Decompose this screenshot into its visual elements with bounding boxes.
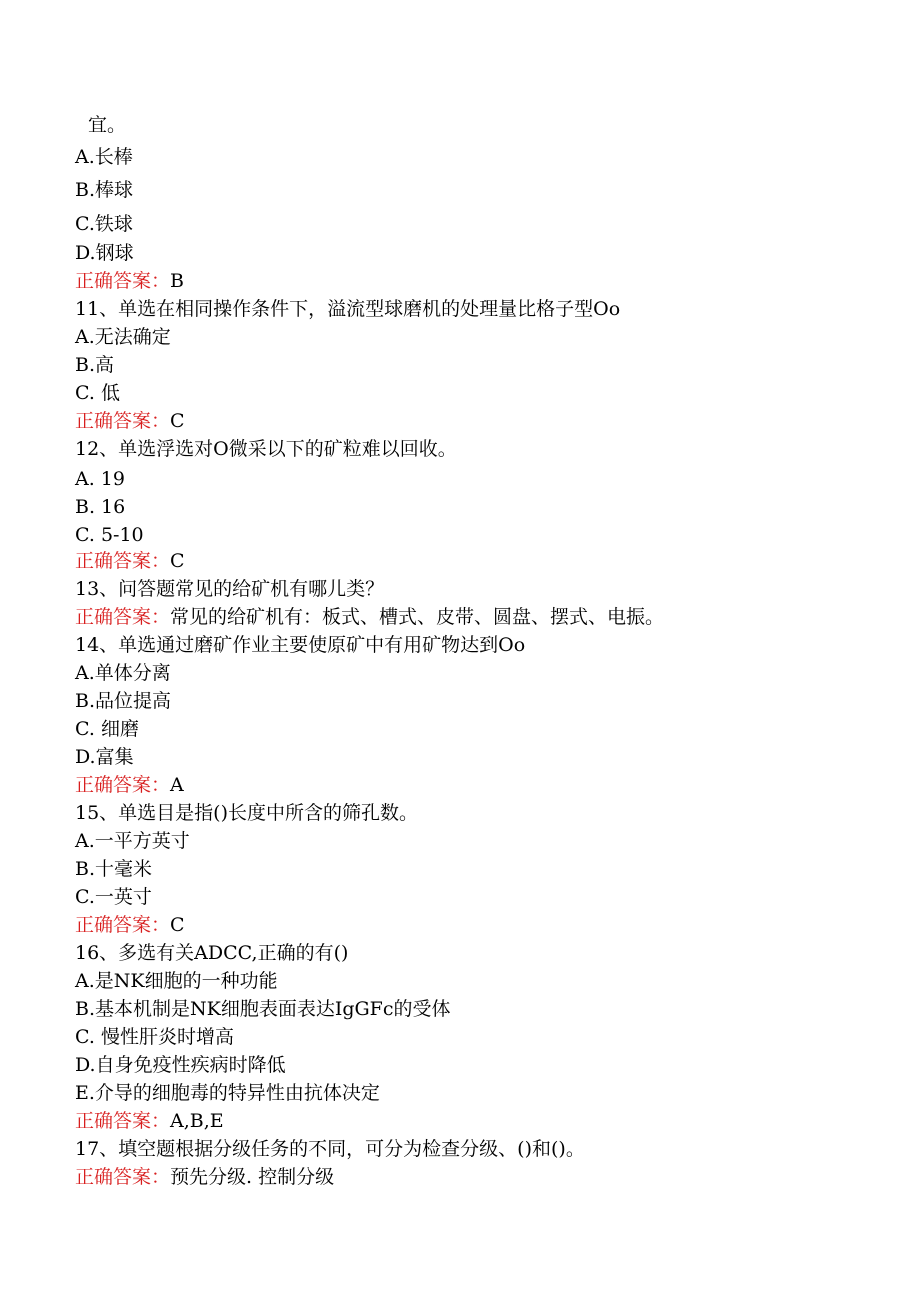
question-text: 13、问答题常见的给矿机有哪儿类？: [75, 578, 385, 600]
option-text: B.高: [75, 354, 115, 376]
question-text: 17、填空题根据分级任务的不同，可分为检查分级、()和()。: [75, 1138, 585, 1160]
option-text: C. 低: [75, 382, 120, 404]
option-text: C. 5-10: [75, 524, 144, 546]
answer-label: 正确答案：: [75, 270, 171, 292]
option-text: C. 慢性肝炎时增高: [75, 1026, 234, 1048]
option-text: C.铁球: [75, 213, 133, 235]
answer-line: [75, 773, 184, 797]
question-text: 15、单选目是指()长度中所含的筛孔数。: [75, 802, 419, 824]
option-text: A.长棒: [75, 146, 133, 168]
answer-label: 正确答案：: [75, 1166, 171, 1188]
answer-value: A,B,E: [170, 1110, 224, 1132]
answer-line: [75, 269, 184, 293]
answer-label: 正确答案：: [75, 914, 171, 936]
answer-label: 正确答案：: [75, 774, 171, 796]
answer-label: 正确答案：: [75, 550, 171, 572]
option-text: D.钢球: [75, 242, 134, 264]
option-text: A. 19: [75, 468, 125, 490]
answer-value: A: [170, 774, 184, 796]
option-text: A.无法确定: [75, 326, 171, 348]
option-text: B.品位提高: [75, 690, 172, 712]
option-text: C. 细磨: [75, 718, 139, 740]
answer-value: C: [170, 410, 185, 432]
option-text: A.是NK细胞的一种功能: [75, 970, 278, 992]
answer-line: [75, 605, 664, 629]
option-text: E.介导的细胞毒的特异性由抗体决定: [75, 1082, 380, 1104]
answer-line: [75, 913, 185, 937]
answer-value: C: [170, 914, 185, 936]
option-text: D.富集: [75, 746, 134, 768]
answer-line: [75, 1165, 334, 1189]
answer-line: [75, 409, 185, 433]
answer-value: 常见的给矿机有：板式、槽式、皮带、圆盘、摆式、电振。: [170, 606, 665, 628]
answer-line: [75, 1109, 224, 1133]
option-text: A.单体分离: [75, 662, 171, 684]
question-text: 16、多选有关ADCC,正确的有(): [75, 942, 349, 964]
question-text: 12、单选浮选对O微采以下的矿粒难以回收。: [75, 438, 457, 460]
answer-label: 正确答案：: [75, 410, 171, 432]
option-text: B.基本机制是NK细胞表面表达IgGFc的受体: [75, 998, 451, 1020]
answer-value: C: [170, 550, 185, 572]
option-text: B.十毫米: [75, 858, 153, 880]
question-text: 11、单选在相同操作条件下，溢流型球磨机的处理量比格子型Oo: [75, 298, 621, 320]
option-text: A.一平方英寸: [75, 830, 190, 852]
option-text: B.棒球: [75, 179, 134, 201]
answer-value: 预先分级. 控制分级: [170, 1166, 335, 1188]
option-text: 宜。: [88, 114, 127, 136]
option-text: D.自身免疫性疾病时降低: [75, 1054, 286, 1076]
answer-label: 正确答案：: [75, 606, 171, 628]
option-text: C.一英寸: [75, 886, 152, 908]
answer-line: [75, 549, 185, 573]
question-text: 14、单选通过磨矿作业主要使原矿中有用矿物达到Oo: [75, 634, 526, 656]
option-text: B. 16: [75, 496, 126, 518]
answer-value: B: [170, 270, 184, 292]
answer-label: 正确答案：: [75, 1110, 171, 1132]
